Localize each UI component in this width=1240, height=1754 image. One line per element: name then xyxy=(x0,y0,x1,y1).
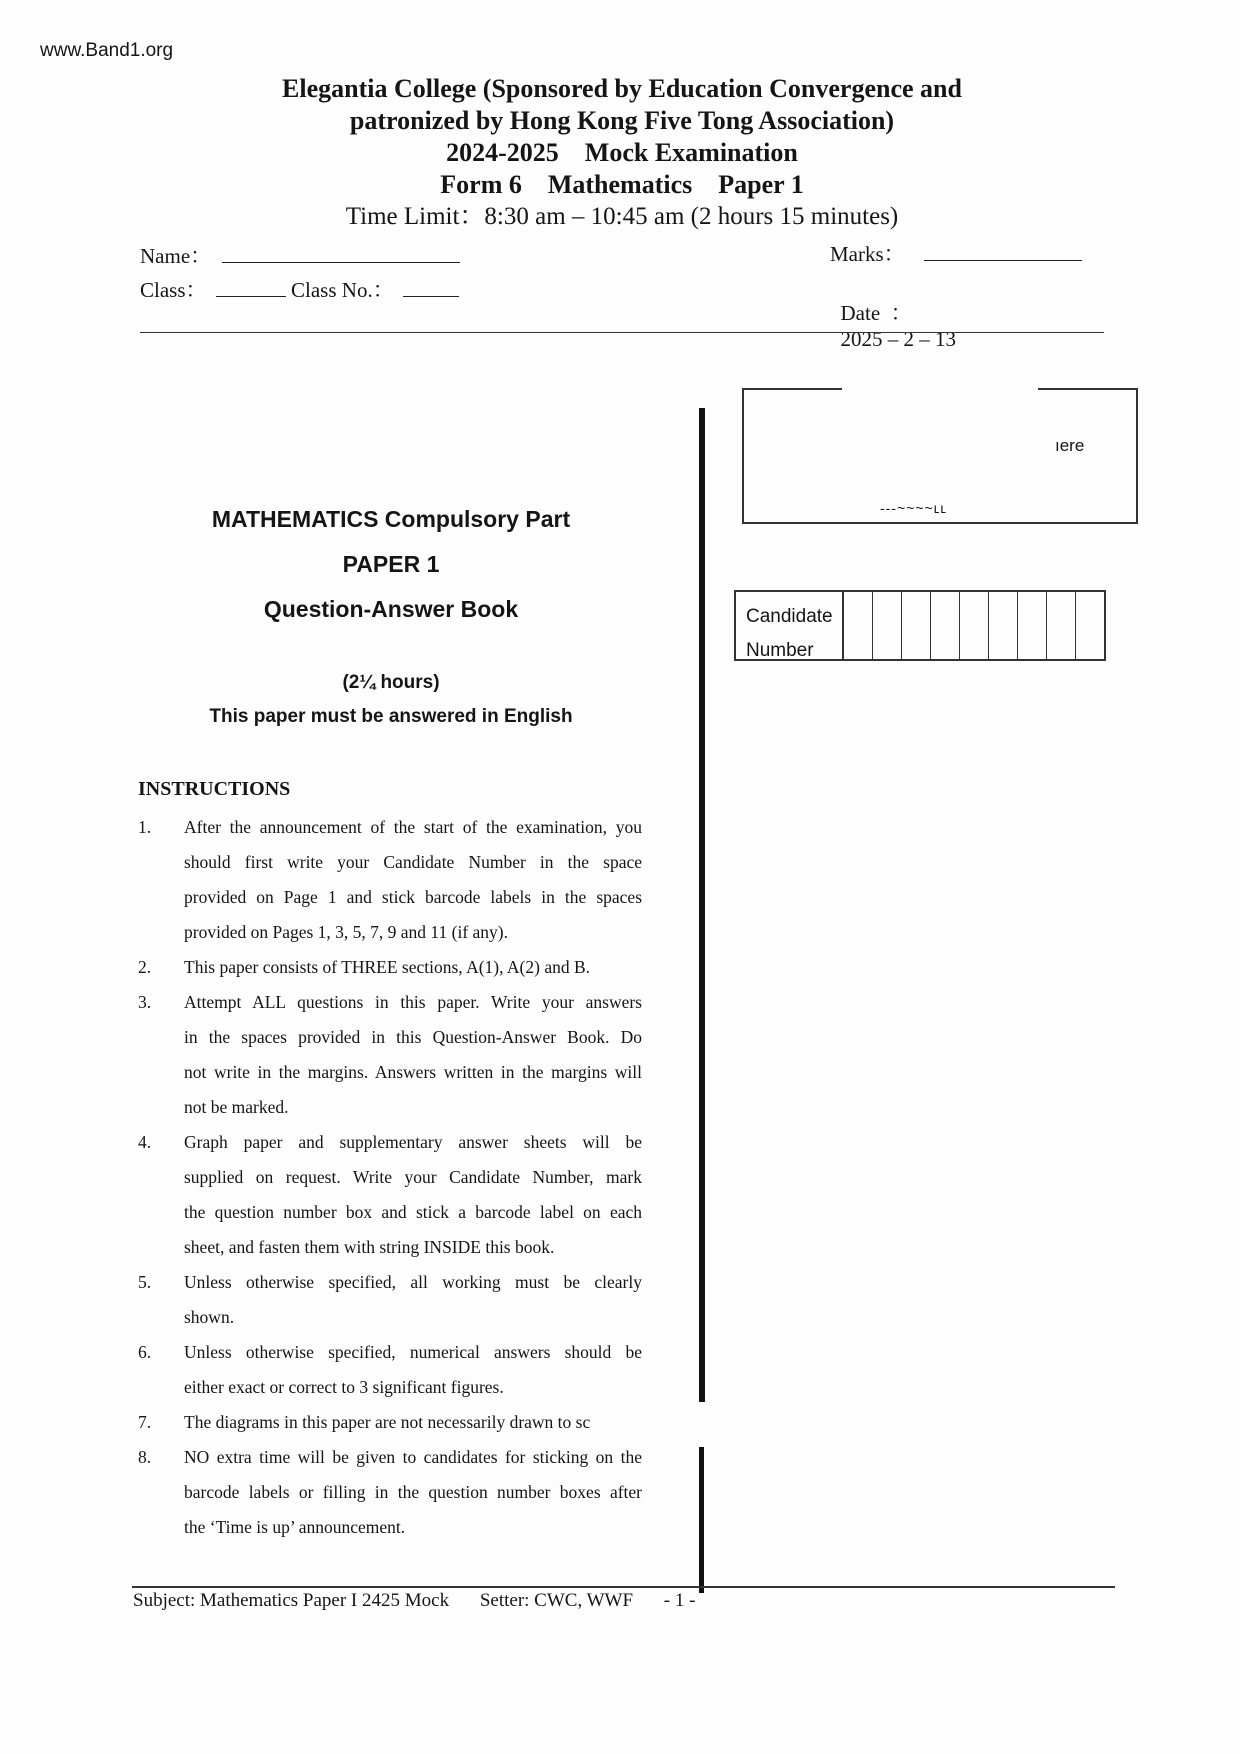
date-value: 2025 – 2 – 13 xyxy=(840,327,956,351)
instruction-item xyxy=(138,1335,642,1405)
instructions-list xyxy=(138,810,642,1545)
marks-field xyxy=(830,238,1082,268)
candidate-digit-cell[interactable] xyxy=(931,592,960,659)
instruction-line: supplied on request. Write your Candidate Number, mark xyxy=(184,1167,642,1187)
candidate-label-line1: Candidate xyxy=(746,606,833,627)
instruction-item xyxy=(138,950,642,985)
candidate-number-label xyxy=(736,592,844,659)
class-no-blank[interactable] xyxy=(403,276,459,297)
instruction-line: This paper consists of THREE sections, A(1), A(2) and B. xyxy=(184,957,591,977)
bottom-rule xyxy=(132,1586,1115,1588)
barcode-box-gap xyxy=(842,384,1038,394)
candidate-number-box xyxy=(734,590,1106,661)
candidate-digit-cell[interactable] xyxy=(844,592,873,659)
time-limit: Time Limit：8:30 am – 10:45 am (2 hours 15 minutes) xyxy=(345,203,899,230)
instruction-item xyxy=(138,1125,642,1265)
instruction-number: 6. xyxy=(138,1342,152,1362)
class-label: Class： xyxy=(140,278,207,302)
instruction-line: provided on Page 1 and stick barcode labels in the spaces xyxy=(184,887,642,907)
cover-duration: (2¼ hours) xyxy=(342,672,440,693)
marks-blank xyxy=(924,240,1082,261)
instruction-line: shown. xyxy=(184,1307,235,1327)
candidate-digit-cell[interactable] xyxy=(989,592,1018,659)
candidate-digit-cell[interactable] xyxy=(1018,592,1047,659)
candidate-digit-cell[interactable] xyxy=(1047,592,1076,659)
instruction-line: sheet, and fasten them with string INSIDE this book. xyxy=(184,1237,555,1257)
class-no-label: Class No.： xyxy=(291,278,394,302)
instruction-line: either exact or correct to 3 significant figures. xyxy=(184,1377,504,1397)
instruction-number: 3. xyxy=(138,992,152,1012)
instruction-item xyxy=(138,1405,642,1440)
date-label: Date ： xyxy=(840,301,912,325)
barcode-date-fragment: ---~~~~ʟʟ xyxy=(880,500,947,516)
instruction-item xyxy=(138,985,642,1125)
cover-title: MATHEMATICS Compulsory Part xyxy=(211,506,571,532)
name-label: Name： xyxy=(140,244,212,268)
instruction-line: Graph paper and supplementary answer sheets will be xyxy=(184,1132,642,1152)
date-field xyxy=(830,272,956,352)
margin-bar-lower xyxy=(699,1447,704,1593)
instruction-line: Unless otherwise specified, all working must be clearly xyxy=(184,1272,642,1292)
instruction-line: The diagrams in this paper are not necessarily drawn to sc xyxy=(184,1412,591,1432)
cover-language: This paper must be answered in English xyxy=(209,706,573,727)
class-field[interactable] xyxy=(140,274,459,304)
marks-label: Marks： xyxy=(830,242,905,266)
instruction-line: After the announcement of the start of the examination, you xyxy=(184,817,642,837)
name-field[interactable] xyxy=(140,240,460,270)
exam-title: 2024-2025 Mock Examination xyxy=(446,138,798,167)
instruction-number: 4. xyxy=(138,1132,152,1152)
footer-setter: Setter: CWC, WWF xyxy=(479,1590,634,1611)
candidate-label-line2: Number xyxy=(746,640,814,661)
barcode-text-fragment: ıere xyxy=(1055,436,1085,455)
footer-page-number: - 1 - xyxy=(663,1590,696,1611)
instruction-line: provided on Pages 1, 3, 5, 7, 9 and 11 (if any). xyxy=(184,922,509,942)
instructions-heading: INSTRUCTIONS xyxy=(138,778,291,800)
school-name-line2: patronized by Hong Kong Five Tong Association) xyxy=(349,106,895,135)
instruction-number: 1. xyxy=(138,817,152,837)
margin-bar xyxy=(699,408,705,1402)
instruction-line: barcode labels or filling in the question number boxes after xyxy=(184,1482,642,1502)
footer-subject: Subject: Mathematics Paper I 2425 Mock xyxy=(133,1590,450,1611)
subject-title: Form 6 Mathematics Paper 1 xyxy=(440,170,804,199)
instruction-number: 5. xyxy=(138,1272,152,1292)
top-rule xyxy=(140,332,1104,333)
cover-book-type: Question-Answer Book xyxy=(263,596,519,622)
watermark: www.Band1.org xyxy=(40,40,174,61)
instruction-line: should first write your Candidate Number in the space xyxy=(184,852,642,872)
instruction-number: 8. xyxy=(138,1447,152,1467)
candidate-digit-cell[interactable] xyxy=(902,592,931,659)
instruction-line: Attempt ALL questions in this paper. Write your answers xyxy=(184,992,642,1012)
instruction-item xyxy=(138,1440,642,1545)
candidate-digit-cell[interactable] xyxy=(1076,592,1104,659)
instruction-line: the ‘Time is up’ announcement. xyxy=(184,1517,406,1537)
school-name-line1: Elegantia College (Sponsored by Education Convergence and xyxy=(282,74,962,103)
class-blank[interactable] xyxy=(216,276,286,297)
instruction-item xyxy=(138,1265,642,1335)
instruction-number: 7. xyxy=(138,1412,152,1432)
footer xyxy=(133,1590,721,1612)
name-blank[interactable] xyxy=(222,242,460,263)
instruction-line: not be marked. xyxy=(184,1097,289,1117)
instruction-item xyxy=(138,810,642,950)
candidate-digit-cell[interactable] xyxy=(960,592,989,659)
instruction-line: in the spaces provided in this Question-Answer Book. Do xyxy=(184,1027,642,1047)
instruction-line: the question number box and stick a barcode label on each xyxy=(184,1202,642,1222)
instruction-line: NO extra time will be given to candidates for sticking on the xyxy=(184,1447,642,1467)
instruction-line: Unless otherwise specified, numerical answers should be xyxy=(184,1342,642,1362)
instruction-line: not write in the margins. Answers written in the margins will xyxy=(184,1062,642,1082)
instruction-number: 2. xyxy=(138,957,152,977)
cover-paper: PAPER 1 xyxy=(342,551,440,577)
candidate-digit-cell[interactable] xyxy=(873,592,902,659)
